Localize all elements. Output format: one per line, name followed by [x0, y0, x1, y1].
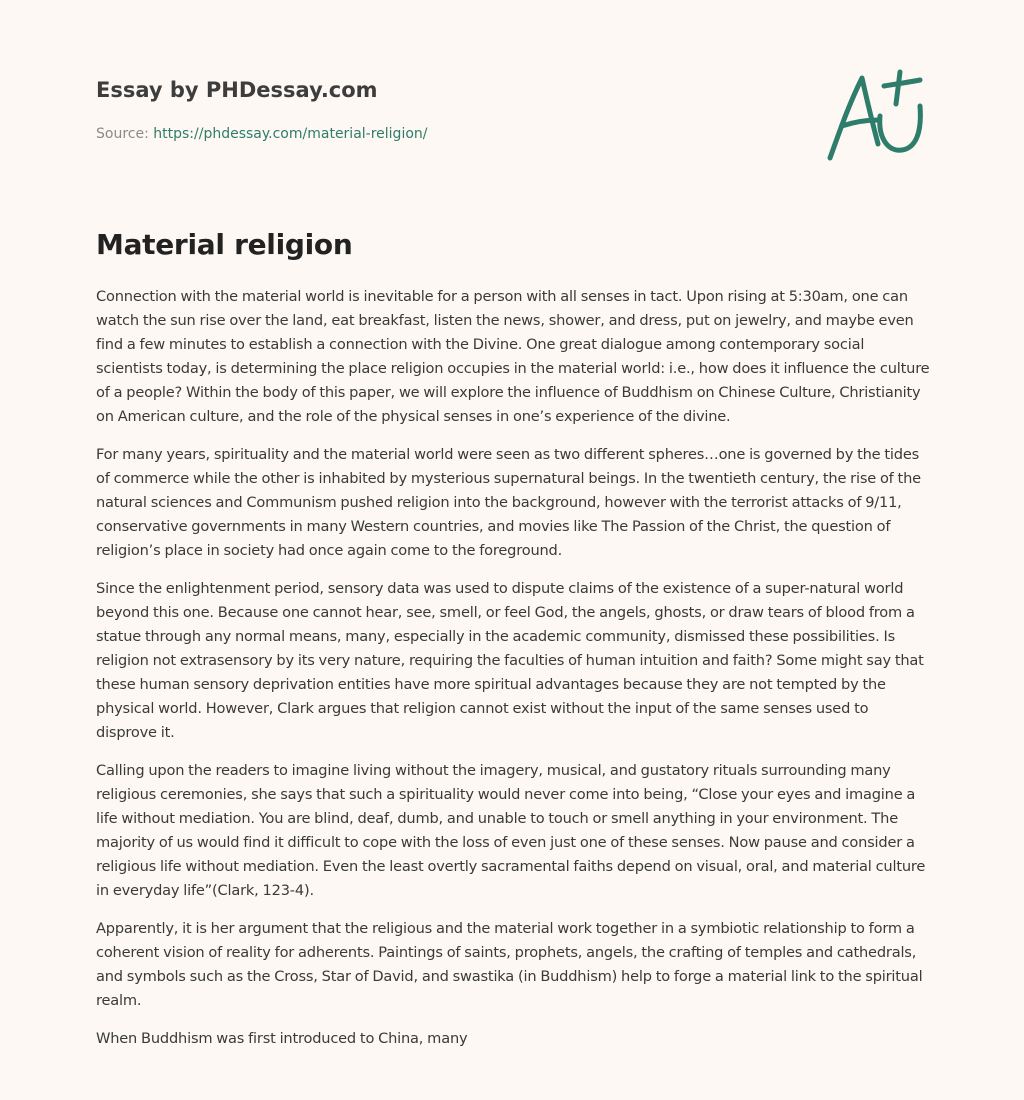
- paragraph: Connection with the material world is inevitable for a person with all senses in tact. Upon rising at 5:30am, one can watch the sun rise over the land, eat breakfast, listen the news, shower, and dress, put on jewelry, and maybe even find a few minutes to establish a connection with the Divine. One great dialogue among contemporary social scientists today, is determining the place religion occupies in the material world: i.e., how does it influence the culture of a people? Within the body of this paper, we will explore the influence of Buddhism on Chinese Culture, Christianity on American culture, and the role of the physical senses in one’s experience of the divine.: [96, 288, 930, 425]
- a-plus-logo-icon: [822, 66, 932, 166]
- page-header: [96, 76, 796, 144]
- source-label: Source:: [96, 126, 154, 142]
- source-line: [96, 124, 796, 144]
- paragraph: For many years, spirituality and the material world were seen as two different spheres…one is governed by the tides of commerce while the other is inhabited by mysterious supernatural beings. In the twentieth century, the rise of the natural sciences and Communism pushed religion into the background, however with the terrorist attacks of 9/11, conservative governments in many Western countries, and movies like The Passion of the Christ, the question of religion’s place in society had once again come to the foreground.: [96, 446, 921, 559]
- site-title: Essay by PHDessay.com: [96, 78, 378, 102]
- essay-title: Material religion: [96, 228, 353, 261]
- paragraph: When Buddhism was first introduced to China, many: [96, 1030, 468, 1047]
- paragraph: Since the enlightenment period, sensory data was used to dispute claims of the existence of a super-natural world beyond this one. Because one cannot hear, see, smell, or feel God, the angels, ghosts, or draw tears of blood from a statue through any normal means, many, especially in the academic community, dismissed these possibilities. Is religion not extrasensory by its very nature, requiring the faculties of human intuition and faith? Some might say that these human sensory deprivation entities have more spiritual advantages because they are not tempted by the physical world. However, Clark argues that religion cannot exist without the input of the same senses used to disprove it.: [96, 580, 924, 741]
- paragraph: Apparently, it is her argument that the religious and the material work together in a symbiotic relationship to form a coherent vision of reality for adherents. Paintings of saints, prophets, angels, the crafting of temples and cathedrals, and symbols such as the Cross, Star of David, and swastika (in Buddhism) help to forge a material link to the spiritual realm.: [96, 920, 923, 1009]
- source-link[interactable]: https://phdessay.com/material-religion/: [153, 126, 428, 142]
- essay-body: [96, 285, 932, 1065]
- paragraph: Calling upon the readers to imagine living without the imagery, musical, and gustatory rituals surrounding many religious ceremonies, she says that such a spirituality would never come into being, “Close your eyes and imagine a life without mediation. You are blind, deaf, dumb, and unable to touch or smell anything in your environment. The majority of us would find it difficult to cope with the loss of even just one of these senses. Now pause and consider a religious life without mediation. Even the least overtly sacramental faiths depend on visual, oral, and material culture in everyday life”(Clark, 123-4).: [96, 762, 926, 899]
